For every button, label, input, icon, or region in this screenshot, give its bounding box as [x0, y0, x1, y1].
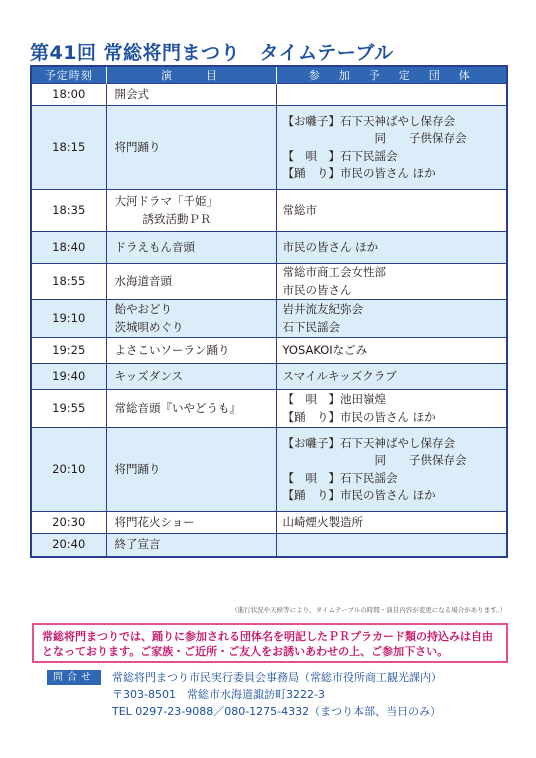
contact-phone: TEL 0297-23-9088／080-1275-4332（まつり本部、当日のみ）: [112, 705, 442, 718]
group-line: 常総市: [282, 202, 317, 217]
program-line: ドラえもん音頭: [114, 239, 195, 254]
program-cell: [106, 390, 276, 428]
group-line: 石下民謡会: [282, 319, 340, 334]
table-row: [32, 364, 506, 390]
group-line: 常総市商工会女性部: [282, 265, 386, 279]
time-cell: 19:55: [32, 390, 106, 428]
program-cell: [106, 428, 276, 512]
groups-cell: [276, 190, 506, 232]
table-row: [32, 338, 506, 364]
notice-box: 常総将門まつりでは、踊りに参加される団体名を明記したＰＲプラカード類の持込みは自由となっております。ご家族・ご近所・ご友人をお誘いあわせの上、ご参加下さい。: [32, 623, 508, 663]
table-row: [32, 84, 506, 106]
contact-label: 問合せ: [47, 670, 101, 685]
table-row: [32, 106, 506, 190]
program-line: 将門花火ショー: [114, 514, 195, 529]
table-row: [32, 190, 506, 232]
group-line: 【お囃子】石下天神ばやし保存会: [282, 113, 455, 128]
contact-address: 〒303-8501 常総市水海道諏訪町3222-3: [112, 688, 325, 701]
time-cell: 18:35: [32, 190, 106, 232]
program-line: キッズダンス: [114, 368, 184, 383]
group-line: 【踊 り】市民の皆さん ほか: [282, 409, 436, 424]
group-line: 市民の皆さん ほか: [282, 239, 379, 254]
program-cell: [106, 512, 276, 534]
program-cell: [106, 364, 276, 390]
groups-cell: [276, 512, 506, 534]
time-cell: 20:40: [32, 534, 106, 556]
table-row: [32, 534, 506, 556]
program-cell: [106, 190, 276, 232]
groups-cell: [276, 232, 506, 264]
header-program: 演 目: [106, 67, 276, 84]
program-line: 常総音頭『いやどうも』: [114, 400, 241, 415]
program-line: 飴やおどり: [114, 302, 172, 316]
groups-cell: [276, 300, 506, 338]
table-row: [32, 390, 506, 428]
groups-cell: [276, 84, 506, 106]
table-row: [32, 300, 506, 338]
page-title: 第41回 常総将門まつり タイムテーブル: [30, 42, 394, 64]
group-line: スマイルキッズクラブ: [282, 368, 397, 383]
time-cell: 19:40: [32, 364, 106, 390]
program-line: 水海道音頭: [114, 273, 172, 288]
program-line: 誘致活動ＰＲ: [142, 211, 212, 226]
program-line: 大河ドラマ「千姫」: [114, 194, 218, 208]
groups-cell: [276, 106, 506, 190]
group-line: 同 子供保存会: [374, 453, 467, 467]
group-line: 【 唄 】石下民謡会: [282, 470, 398, 485]
program-cell: [106, 300, 276, 338]
group-line: 岩井流友紀弥会: [282, 302, 363, 316]
time-cell: 19:10: [32, 300, 106, 338]
groups-cell: [276, 428, 506, 512]
header-groups: 参 加 予 定 団 体: [276, 67, 506, 84]
group-line: 市民の皆さん: [282, 282, 352, 297]
contact-info: [112, 669, 442, 720]
program-cell: [106, 232, 276, 264]
timetable: [30, 65, 508, 558]
time-cell: 18:55: [32, 264, 106, 300]
contact-office: 常総将門まつり市民実行委員会事務局（常総市役所商工観光課内）: [112, 671, 442, 684]
group-line: 【踊 り】市民の皆さん ほか: [282, 166, 436, 180]
time-cell: 20:10: [32, 428, 106, 512]
program-cell: [106, 84, 276, 106]
time-cell: 18:15: [32, 106, 106, 190]
header-time: 予定時刻: [32, 67, 106, 84]
groups-cell: [276, 390, 506, 428]
program-line: 開会式: [114, 86, 149, 101]
time-cell: 19:25: [32, 338, 106, 364]
program-line: 将門踊り: [114, 461, 161, 476]
program-line: 茨城唄めぐり: [114, 319, 184, 334]
group-line: YOSAKOIなごみ: [282, 342, 368, 357]
time-cell: 18:00: [32, 84, 106, 106]
program-line: 終了宣言: [114, 537, 161, 551]
table-row: [32, 264, 506, 300]
group-line: 【お囃子】石下天神ばやし保存会: [282, 435, 455, 450]
group-line: 山崎煙火製造所: [282, 514, 363, 529]
group-line: 【踊 り】市民の皆さん ほか: [282, 488, 436, 502]
schedule-note: （進行状況や天候等により、タイムテーブルの時間・演目内容が変更になる場合があります。）: [231, 606, 506, 614]
table-row: [32, 512, 506, 534]
program-line: よさこいソーラン踊り: [114, 342, 230, 357]
program-cell: [106, 534, 276, 556]
group-line: 【 唄 】石下民謡会: [282, 148, 398, 163]
groups-cell: [276, 364, 506, 390]
group-line: 【 唄 】池田嶺煌: [282, 392, 386, 406]
program-cell: [106, 338, 276, 364]
groups-cell: [276, 338, 506, 364]
table-row: [32, 232, 506, 264]
program-cell: [106, 264, 276, 300]
groups-cell: [276, 534, 506, 556]
table-row: [32, 428, 506, 512]
time-cell: 18:40: [32, 232, 106, 264]
groups-cell: [276, 264, 506, 300]
time-cell: 20:30: [32, 512, 106, 534]
program-line: 将門踊り: [114, 139, 161, 154]
program-cell: [106, 106, 276, 190]
group-line: 同 子供保存会: [374, 131, 467, 145]
